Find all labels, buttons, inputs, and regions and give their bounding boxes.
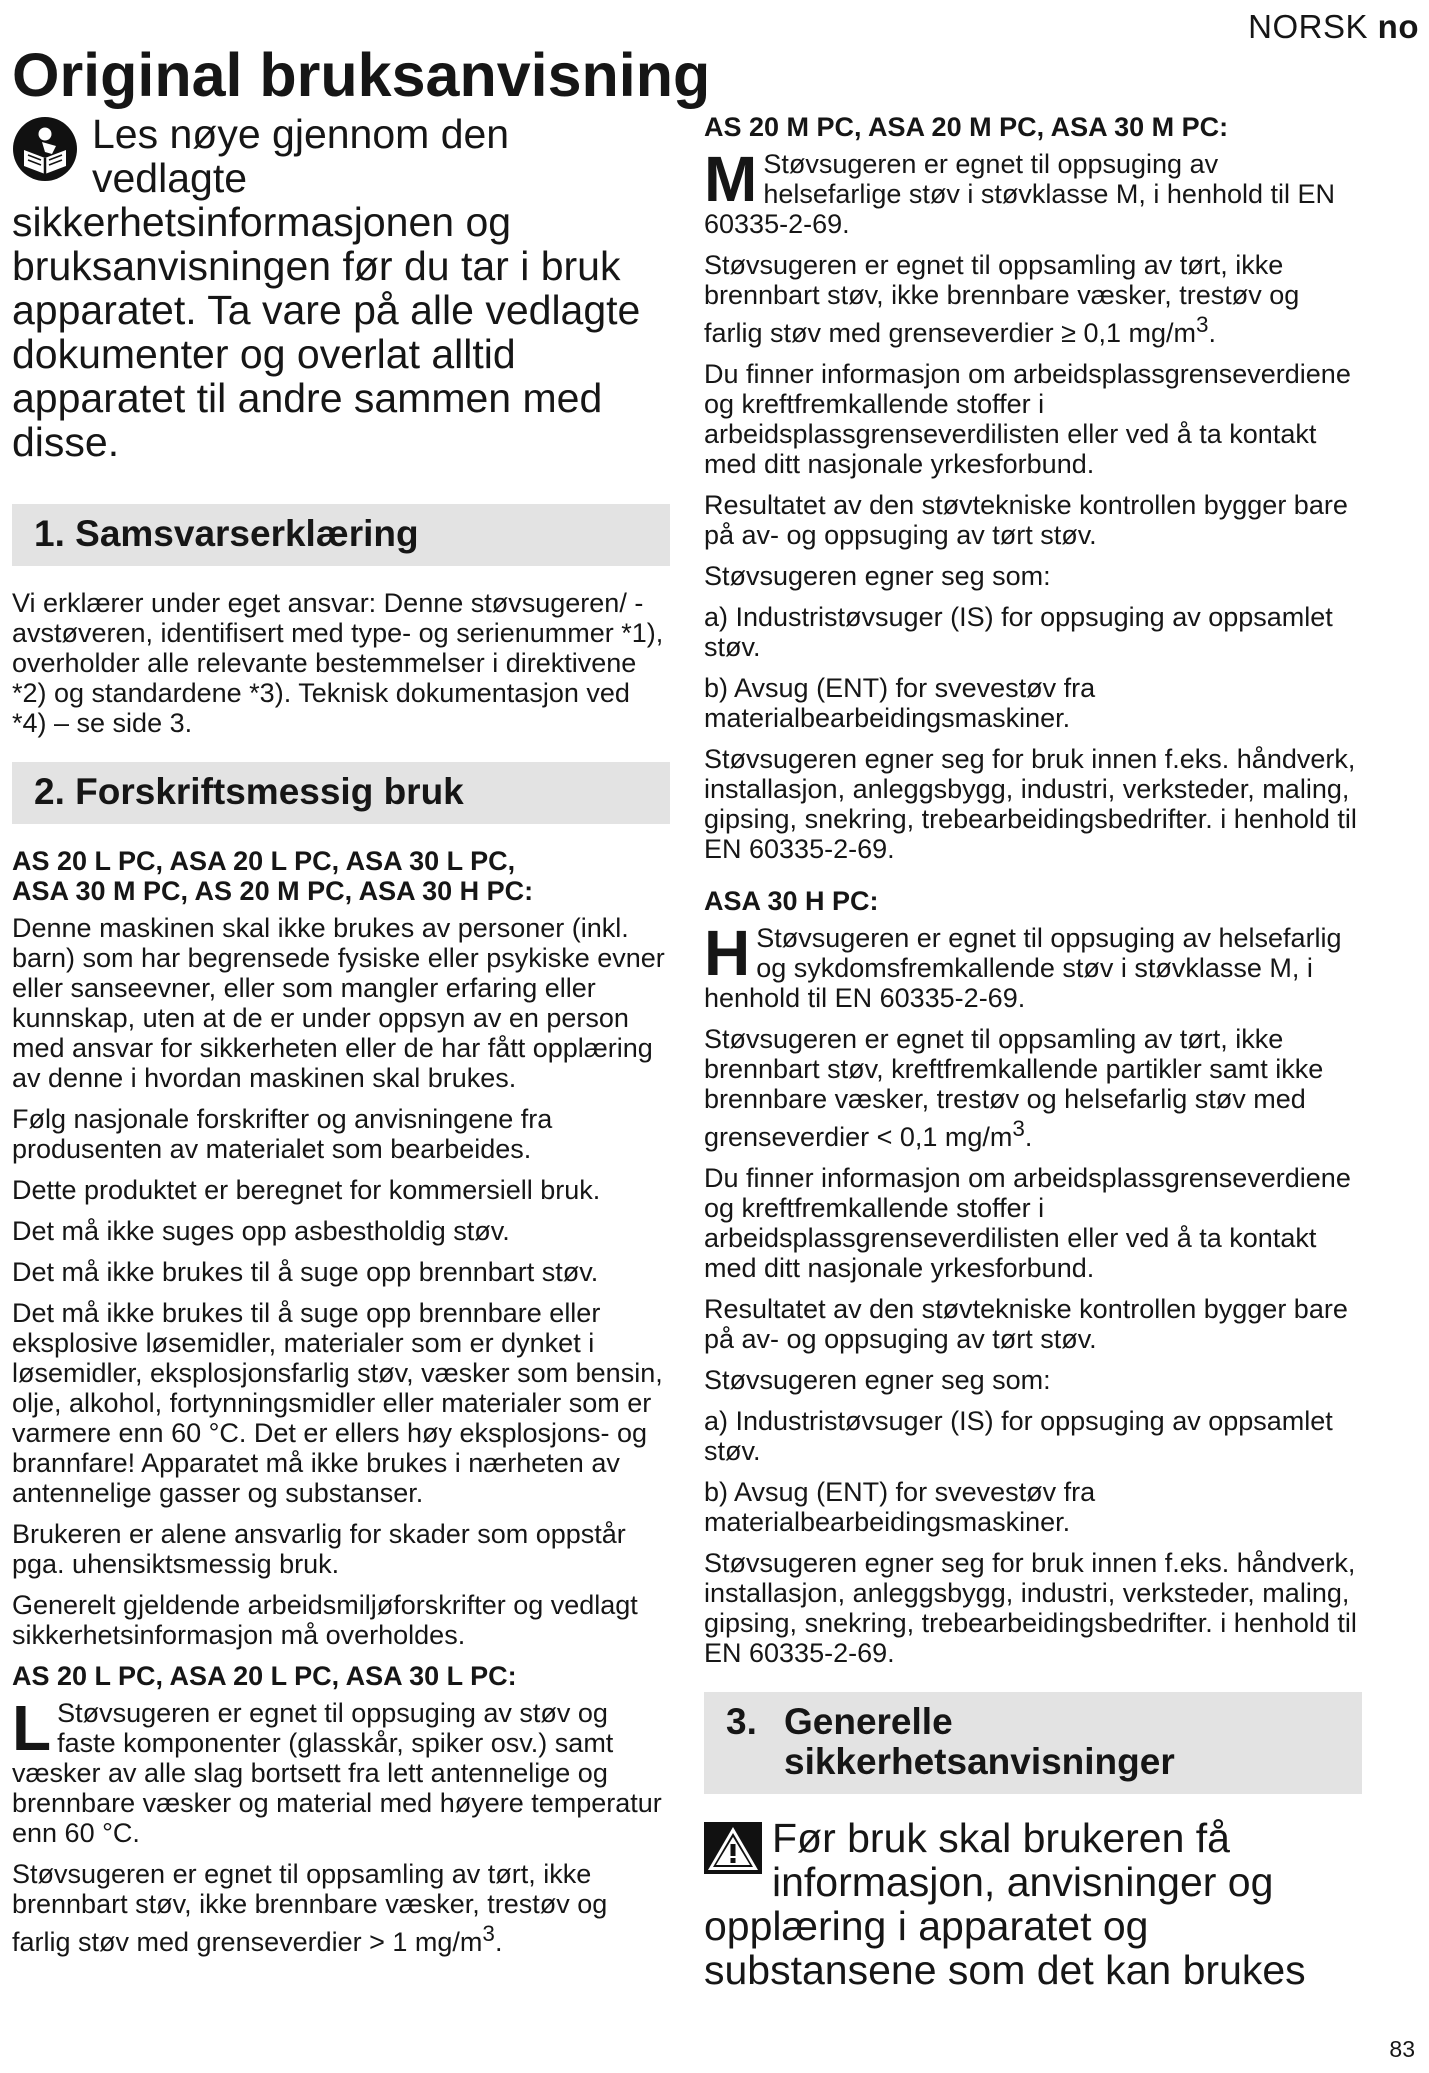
h-class-dust-paragraph xyxy=(704,923,1362,1013)
language-code: no xyxy=(1377,8,1419,45)
h-class-limit-text: Støvsugeren er egnet til oppsamling av tørt, ikke brennbart støv, kreftfremkallende partikler samt ikke brennbare væsker, trestøv og helsefarlig støv med grenseverdier < 0,1 mg/m xyxy=(704,1024,1324,1152)
section-3-heading-line1: Generelle xyxy=(784,1701,953,1742)
period: . xyxy=(1024,1122,1033,1152)
m-class-option-b: b) Avsug (ENT) for svevestøv fra materialbearbeidingsmaskiner. xyxy=(704,673,1096,733)
dust-class-m-icon: M xyxy=(704,149,758,215)
section-1-text: Vi erklærer under eget ansvar: Denne støvsugeren/ -avstøveren, identifisert med type- og serienummer *1), overholder alle relevante bestemmelser i direktivene *2) og standardene *3). Teknisk dokumentasjon ved *4) – se side 3. xyxy=(12,588,664,738)
h-class-limit-paragraph xyxy=(704,1024,1362,1152)
intro-text: Les nøye gjennom den vedlagte sikkerhetsinformasjonen og bruksanvisningen før du tar i bruk apparatet. Ta vare på alle vedlagte dokumenter og overlat alltid apparatet til andre sammen med disse. xyxy=(12,111,641,465)
m-class-info: Du finner informasjon om arbeidsplassgrenseverdiene og kreftfremkallende stoffer i arbeidsplassgrenseverdilisten eller ved å ta kontakt med ditt nasjonale yrkesforbund. xyxy=(704,359,1351,479)
period: . xyxy=(1208,318,1217,348)
dust-class-l-icon: L xyxy=(12,1698,52,1764)
section-3-heading-line2: sikkerhetsanvisninger xyxy=(784,1741,1175,1782)
usage-paragraph: Brukeren er alene ansvarlig for skader som oppstår pga. uhensiktsmessig bruk. xyxy=(12,1519,626,1579)
h-class-usage: Støvsugeren egner seg for bruk innen f.eks. håndverk, installasjon, anleggsbygg, industri, verksteder, maling, gipsing, snekring, trebearbeidingsbedrifter. i henhold til EN 60335-2-69. xyxy=(704,1548,1357,1668)
page-title: Original bruksanvisning xyxy=(12,41,711,109)
m-class-dust-text: Støvsugeren er egnet til oppsuging av helsefarlige støv i støvklasse M, i henhold til EN 60335-2-69. xyxy=(704,149,1336,239)
l-class-limit-paragraph xyxy=(12,1859,670,1957)
left-column xyxy=(12,112,670,1968)
section-3-heading xyxy=(704,1692,1362,1794)
warning-text: Før bruk skal brukeren få informasjon, anvisninger og opplæring i apparatet og substansene som det kan brukes xyxy=(704,1815,1306,1993)
warning-paragraph xyxy=(704,1816,1362,1992)
h-class-subhead: ASA 30 H PC: xyxy=(704,886,879,916)
l-class-dust-text: Støvsugeren er egnet til oppsuging av støv og faste komponenter (glasskår, spiker osv.) samt væsker av alle slag bortsett fra lett antennelige og brennbare væsker og material med høyere temperatur enn 60 °C. xyxy=(12,1698,662,1848)
l-class-subhead: AS 20 L PC, ASA 20 L PC, ASA 30 L PC: xyxy=(12,1661,517,1691)
h-class-dust-text: Støvsugeren er egnet til oppsuging av helsefarlig og sykdomsfremkallende støv i støvklasse M, i henhold til EN 60335-2-69. xyxy=(704,923,1342,1013)
usage-paragraph: Generelt gjeldende arbeidsmiljøforskrifter og vedlagt sikkerhetsinformasjon må overholdes. xyxy=(12,1590,638,1650)
h-class-result: Resultatet av den støvtekniske kontrollen bygger bare på av- og oppsuging av tørt støv. xyxy=(704,1294,1348,1354)
models-all-subhead-line2: ASA 30 M PC, AS 20 M PC, ASA 30 H PC: xyxy=(12,876,534,906)
l-class-limit-text: Støvsugeren er egnet til oppsamling av tørt, ikke brennbart støv, ikke brennbare væsker, trestøv og farlig støv med grenseverdier > 1 mg/m xyxy=(12,1859,608,1957)
page-number: 83 xyxy=(1389,2036,1415,2062)
m-class-result: Resultatet av den støvtekniske kontrollen bygger bare på av- og oppsuging av tørt støv. xyxy=(704,490,1348,550)
m-class-suitable: Støvsugeren egner seg som: xyxy=(704,561,1051,591)
superscript: 3 xyxy=(482,1921,495,1946)
usage-paragraph: Denne maskinen skal ikke brukes av personer (inkl. barn) som har begrensede fysiske eller psykiske evner eller sanseevner, eller som mangler erfaring eller kunnskap, uten at de er under oppsyn av en person med ansvar for sikkerheten eller de har fått opplæring av denne i hvordan maskinen skal brukes. xyxy=(12,913,665,1093)
h-class-info: Du finner informasjon om arbeidsplassgrenseverdiene og kreftfremkallende stoffer i arbeidsplassgrenseverdilisten eller ved å ta kontakt med ditt nasjonale yrkesforbund. xyxy=(704,1163,1351,1283)
read-manual-icon xyxy=(12,116,78,182)
superscript: 3 xyxy=(1196,312,1209,337)
h-class-suitable: Støvsugeren egner seg som: xyxy=(704,1365,1051,1395)
m-class-limit-paragraph xyxy=(704,250,1362,348)
m-class-dust-paragraph xyxy=(704,149,1362,239)
usage-paragraph: Det må ikke suges opp asbestholdig støv. xyxy=(12,1216,510,1246)
m-class-option-a: a) Industristøvsuger (IS) for oppsuging av oppsamlet støv. xyxy=(704,602,1333,662)
models-all-subhead-line1: AS 20 L PC, ASA 20 L PC, ASA 30 L PC, xyxy=(12,846,516,876)
m-class-subhead: AS 20 M PC, ASA 20 M PC, ASA 30 M PC: xyxy=(704,112,1229,142)
m-class-limit-text: Støvsugeren er egnet til oppsamling av tørt, ikke brennbart støv, ikke brennbare væsker, trestøv og farlig støv med grenseverdier ≥ 0,1 mg/m xyxy=(704,250,1300,348)
usage-paragraph: Følg nasjonale forskrifter og anvisningene fra produsenten av materialet som bearbeides. xyxy=(12,1104,553,1164)
section-1-heading: 1. Samsvarserklæring xyxy=(12,504,670,566)
period: . xyxy=(494,1927,503,1957)
section-2-heading: 2. Forskriftsmessig bruk xyxy=(12,762,670,824)
language-name: NORSK xyxy=(1248,8,1368,45)
warning-triangle-icon xyxy=(704,1822,762,1874)
m-class-usage: Støvsugeren egner seg for bruk innen f.eks. håndverk, installasjon, anleggsbygg, industri, verksteder, maling, gipsing, snekring, trebearbeidingsbedrifter. i henhold til EN 60335-2-69. xyxy=(704,744,1357,864)
usage-paragraph: Dette produktet er beregnet for kommersiell bruk. xyxy=(12,1175,601,1205)
section-3-number: 3. xyxy=(726,1701,757,1742)
h-class-option-a: a) Industristøvsuger (IS) for oppsuging av oppsamlet støv. xyxy=(704,1406,1333,1466)
intro-paragraph xyxy=(12,112,670,464)
l-class-dust-paragraph xyxy=(12,1698,670,1848)
usage-paragraph: Det må ikke brukes til å suge opp brennbare eller eksplosive løsemidler, materialer som er dynket i løsemidler, eksplosjonsfarlig støv, væsker som bensin, olje, alkohol, fortynningsmidler eller materialer som er varmere enn 60 °C. Det er ellers høy eksplosjons- og brannfare! Apparatet må ikke brukes i nærheten av antennelige gasser og substanser. xyxy=(12,1298,663,1508)
language-header xyxy=(1248,8,1419,46)
right-column xyxy=(704,112,1362,1992)
h-class-option-b: b) Avsug (ENT) for svevestøv fra materialbearbeidingsmaskiner. xyxy=(704,1477,1096,1537)
models-all-subhead xyxy=(12,846,670,906)
superscript: 3 xyxy=(1012,1116,1025,1141)
usage-paragraph: Det må ikke brukes til å suge opp brennbart støv. xyxy=(12,1257,599,1287)
dust-class-h-icon: H xyxy=(704,923,751,989)
